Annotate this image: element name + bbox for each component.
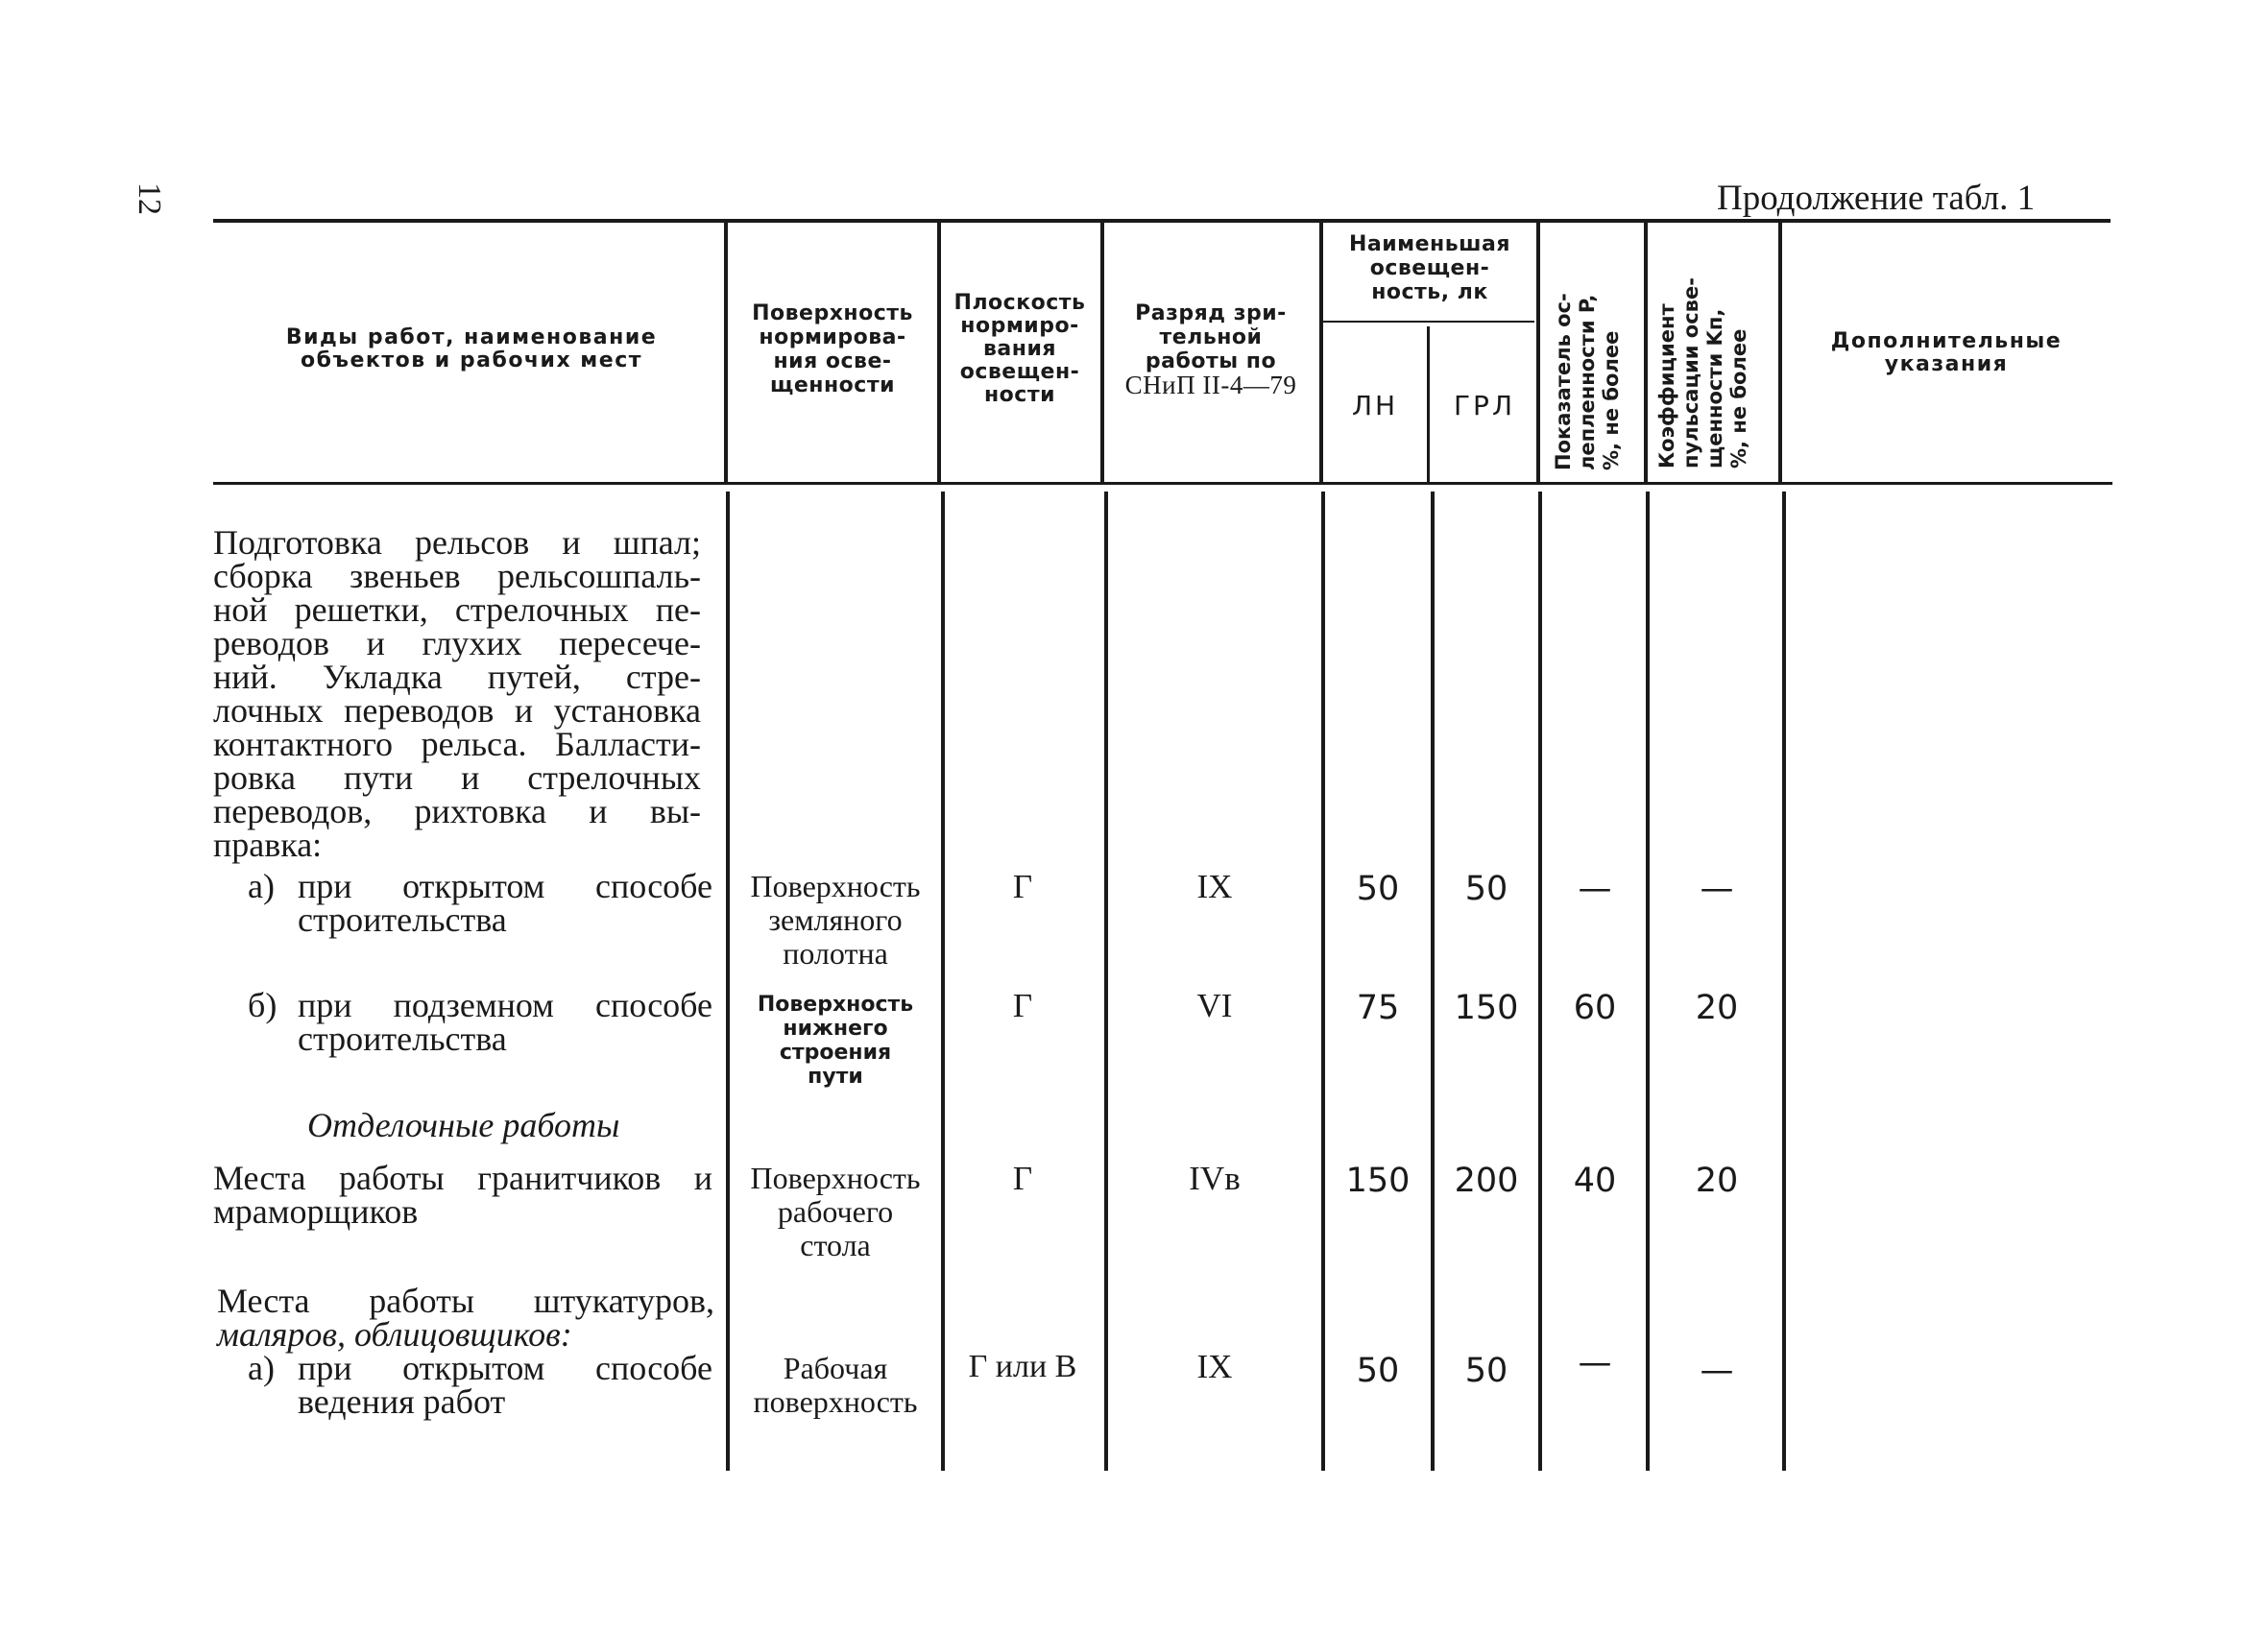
table-row-1-pulsation: — [1700,870,1734,908]
header-ln: ЛН [1351,390,1399,421]
table-row-4-grl: 50 [1464,1352,1508,1390]
table-row-2-grl: 150 [1454,989,1519,1027]
intro-paragraph: Подготовка рельсов и шпал; сборка звеньев рельсошпаль- ной решетки, стрелочных пе- реводов и глухих пересече- ний. Укладка путей, стре- лочных переводов и установка контактного рельса. Балласти- ровка пути и стрелочных переводов, рихтовка и вы- правка: [213,523,701,864]
body-column-divider [1321,492,1325,1471]
illuminance-group-rule [1323,321,1534,323]
body-column-divider [726,492,730,1471]
table-row-3-ln: 150 [1345,1162,1411,1200]
table-row-1-label: а) при открытом способе строительства [248,867,712,939]
table-row-3-glare: 40 [1573,1162,1617,1200]
table-row-3-grl: 200 [1454,1162,1519,1200]
table-row-2-grade: VI [1196,987,1233,1024]
page-number: 12 [132,182,167,215]
table-row-2-glare: 60 [1573,989,1617,1027]
header-column-divider [1100,223,1104,482]
table-row-4-label: а) при открытом способе ведения работ [248,1349,712,1421]
table-row-4-pulsation: — [1700,1352,1734,1390]
body-column-divider [1782,492,1786,1471]
header-visual-work-grade: Разряд зри- тельной работы по СНиП II-4—79 [1124,301,1297,399]
header-work-types: Виды работ, наименование объектов и рабочих мест [285,325,658,372]
table-row-1-surface: Поверхность земляного полотна [750,869,921,971]
body-column-divider [1538,492,1542,1471]
table-row-4-surface: Рабочая поверхность [753,1351,918,1419]
table-row-1-ln: 50 [1356,870,1400,908]
table-row-3-grade: IVв [1189,1160,1241,1197]
body-column-divider [1104,492,1108,1471]
table-row-3-label: Места работы гранитчиков и мраморщиков [213,1159,712,1231]
header-column-divider [1427,326,1430,482]
table-row-1-grade: IX [1196,868,1233,905]
table-row-2-label: б) при подземном способе строительства [248,986,712,1058]
header-column-divider [937,223,941,482]
table-row-3-pulsation: 20 [1695,1162,1739,1200]
table-top-rule [213,219,2111,223]
table-row-4-plane: Г или В [968,1349,1077,1384]
header-min-illuminance: Наименьшая освещен- ность, лк [1348,232,1511,304]
header-bottom-rule [213,482,2112,485]
section-heading-finishing: Отделочные работы [307,1106,620,1144]
header-grl: ГРЛ [1453,390,1515,421]
table-row-2-plane: Г [1012,987,1033,1024]
body-column-divider [1431,492,1435,1471]
header-column-divider [1319,223,1323,482]
table-row-2-pulsation: 20 [1695,989,1739,1027]
header-column-divider [1644,223,1648,482]
table-row-1-glare: — [1578,870,1612,908]
header-column-divider [1778,223,1782,482]
header-normalization-plane: Плоскость нормиро- вания освещен- ности [953,291,1086,407]
header-column-divider [1536,223,1540,482]
plasterers-heading: Места работы штукатуров, маляров, облицовщиков: [217,1282,714,1354]
table-row-2-surface: Поверхность нижнего строения пути [757,993,914,1089]
header-additional-notes: Дополнительные указания [1830,329,2063,376]
table-row-1-grl: 50 [1464,870,1508,908]
table-row-4-grade: IX [1196,1348,1233,1385]
header-normalization-surface: Поверхность нормирова- ния осве- щенности [752,301,913,397]
table-row-2-ln: 75 [1356,989,1400,1027]
table-row-4-glare: — [1578,1344,1612,1382]
header-pulsation-coefficient: Коэффициент пульсации осве- щенности Kп, %, не более [1655,277,1750,468]
table-row-3-surface: Поверхность рабочего стола [750,1161,921,1262]
table-continuation-caption: Продолжение табл. 1 [1717,179,2036,218]
table-row-3-plane: Г [1012,1160,1033,1197]
body-column-divider [941,492,945,1471]
body-column-divider [1646,492,1650,1471]
table-row-1-plane: Г [1012,868,1033,905]
header-column-divider [724,223,728,482]
table-row-4-ln: 50 [1356,1352,1400,1390]
header-glare-index: Показатель ос- лепленности P, %, не более [1552,293,1623,470]
